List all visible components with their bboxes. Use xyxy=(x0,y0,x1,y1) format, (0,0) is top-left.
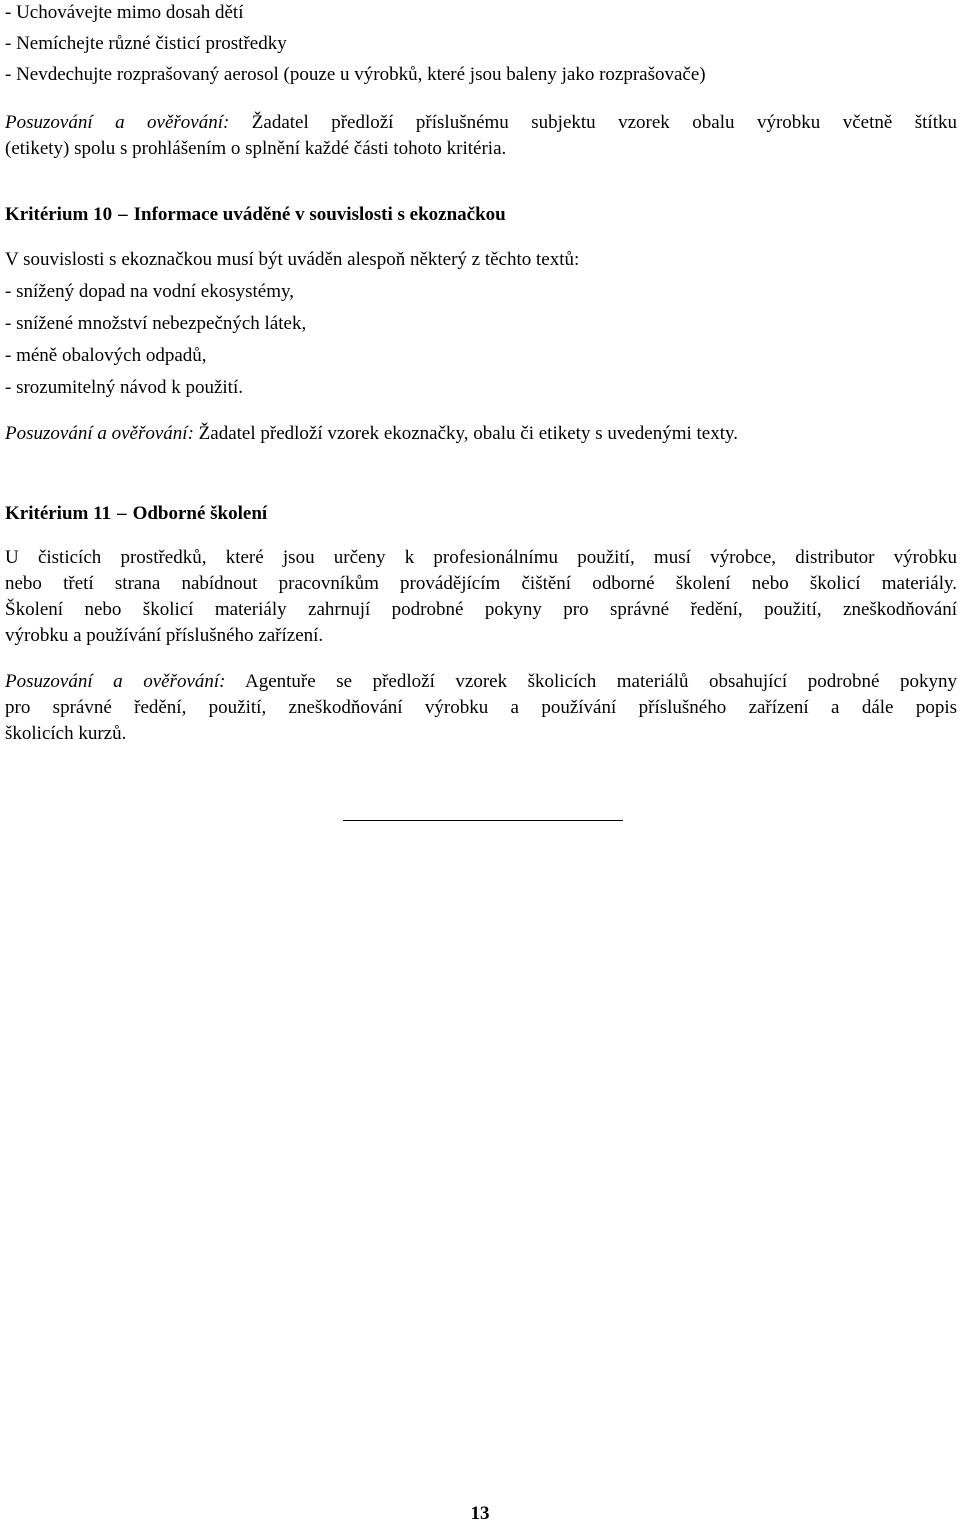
assessment-text: Žadatel předloží vzorek ekoznačky, obalu či etikety s uvedenými texty. xyxy=(193,423,739,444)
assessment-paragraph-line: (etikety) spolu s prohlášením o splnění každé části tohoto kritéria. xyxy=(5,138,507,159)
criterion-10-intro: V souvislosti s ekoznačkou musí být uváděn alespoň některý z těchto textů: xyxy=(5,249,580,270)
criterion-11-paragraph-line: výrobku a používání příslušného zařízení. xyxy=(5,625,324,646)
criterion-11-assessment-line: školicích kurzů. xyxy=(5,723,127,744)
criterion-number: Kritérium 11 xyxy=(5,503,112,524)
assessment-label: Posuzování a ověřování: xyxy=(5,423,194,444)
footnote-separator xyxy=(343,820,623,821)
list-item: - srozumitelný návod k použití. xyxy=(5,377,243,398)
list-item: - méně obalových odpadů, xyxy=(5,345,207,366)
assessment-text: Žadatel předloží příslušnému subjektu vzorek obalu výrobku včetně štítku xyxy=(229,112,957,133)
list-item: - Nevdechujte rozprašovaný aerosol (pouze u výrobků, které jsou baleny jako rozprašovače) xyxy=(5,64,706,85)
assessment-paragraph-line xyxy=(5,110,957,136)
assessment-label: Posuzování a ověřování: xyxy=(5,671,226,692)
criterion-11-assessment-line xyxy=(5,669,957,695)
criterion-11-paragraph-line: U čisticích prostředků, které jsou určeny k profesionálnímu použití, musí výrobce, distributor výrobku xyxy=(5,547,957,568)
criterion-10-heading xyxy=(5,202,506,228)
assessment-label: Posuzování a ověřování: xyxy=(5,112,230,133)
list-item: - snížené množství nebezpečných látek, xyxy=(5,313,307,334)
list-item: - Uchovávejte mimo dosah dětí xyxy=(5,2,244,23)
criterion-11-paragraph-line: nebo třetí strana nabídnout pracovníkům provádějícím čištění odborné školení nebo školicí materiály. xyxy=(5,573,957,594)
list-item: - Nemíchejte různé čisticí prostředky xyxy=(5,33,287,54)
criterion-dash: – xyxy=(117,503,127,524)
assessment-text: Agentuře se předloží vzorek školicích materiálů obsahující podrobné pokyny xyxy=(225,671,957,692)
criterion-title: Odborné školení xyxy=(132,503,268,524)
criterion-10-assessment xyxy=(5,421,738,447)
criterion-title: Informace uváděné v souvislosti s ekoznačkou xyxy=(133,204,506,225)
list-item: - snížený dopad na vodní ekosystémy, xyxy=(5,281,294,302)
criterion-11-paragraph-line: Školení nebo školicí materiály zahrnují podrobné pokyny pro správné ředění, použití, zneškodňování xyxy=(5,599,957,620)
page-number: 13 xyxy=(470,1503,490,1524)
criterion-11-assessment-line: pro správné ředění, použití, zneškodňování výrobku a používání příslušného zařízení a dále popis xyxy=(5,697,957,718)
criterion-number: Kritérium 10 xyxy=(5,204,113,225)
criterion-dash: – xyxy=(118,204,128,225)
criterion-11-heading xyxy=(5,501,267,527)
